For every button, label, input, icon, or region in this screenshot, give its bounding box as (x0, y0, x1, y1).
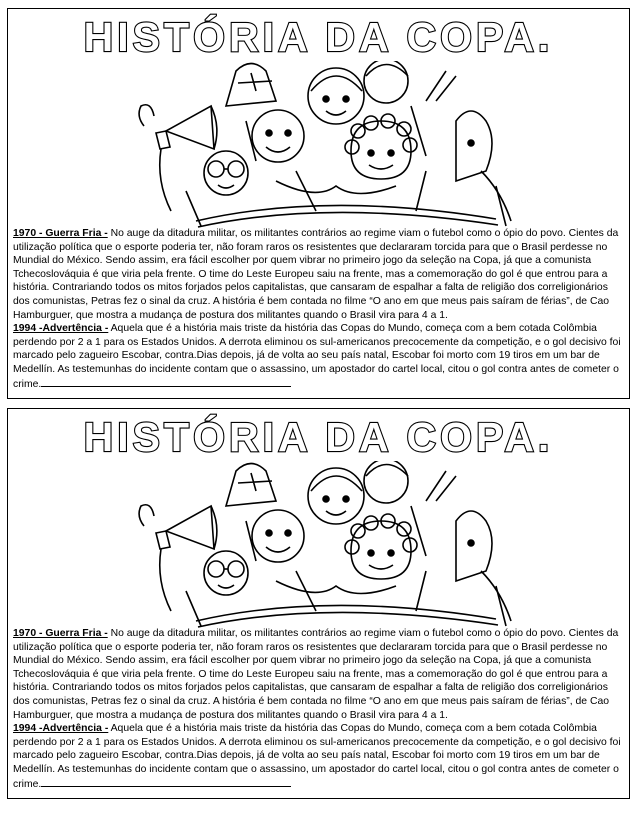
paragraph-1994-header: 1994 -Advertência - (13, 323, 109, 335)
story-text (13, 227, 624, 391)
paragraph-1970-header: 1970 - Guerra Fria - (13, 228, 108, 239)
paragraph-1970 (13, 627, 624, 722)
paragraph-1970-header: 1970 - Guerra Fria - (13, 628, 108, 639)
paragraph-1994-header: 1994 -Advertência - (13, 723, 109, 735)
paragraph-1970-body: No auge da ditadura militar, os militantes contrários ao regime viam o futebol como o ópio do povo. Cientes da utilização política que o esporte poderia ter, não foram raros os resistentes que declararam torcida para que o Brasil perdesse no Mundial do México. Sendo assim, era fácil escolher por quem vibrar no primeiro jogo da seleção na Copa, já que a comunista Tchecoslováquia é que viria pela frente. O time do Leste Europeu saiu na frente, mas a comemoração do gol é que entrou para a história. Contrariando todos os mitos forjados pelos capitalistas, que cansaram de espalhar a falta de religião dos correligionários dos comunistas, Petras fez o sinal da cruz. A história é bem contada no filme “O ano em que meus pais saíram de férias”, de Cao Hamburguer, que mostra a mudança de postura dos militantes quando o Brasil vira para 4 a 1. (13, 228, 619, 321)
trailing-rule (41, 377, 291, 387)
fans-cheering-illustration (126, 461, 526, 629)
page-title: HISTÓRIA DA COPA. (83, 14, 554, 60)
worksheet-panel-bottom (7, 408, 630, 799)
worksheet-panel-top (7, 8, 630, 399)
paragraph-1970 (13, 227, 624, 322)
fans-cheering-illustration (126, 61, 526, 229)
paragraph-1994-body: Aquela que é a história mais triste da história das Copas do Mundo, começa com a bem cotada Colômbia perdendo por 2 a 1 para os Estados Unidos. A derrota eliminou os sul-americanos precocemente da competição, e o gol decisivo foi marcado pelo zagueiro Escobar, contra.Dias depois, já de volta ao seu país natal, Escobar foi morto com 19 tiros em um bar de Medellín. As testemunhas do incidente contam que o assassino, um apostador do cartel local, citou o gol contra antes de cometer o crime. (13, 323, 621, 390)
paragraph-1970-body: No auge da ditadura militar, os militantes contrários ao regime viam o futebol como o ópio do povo. Cientes da utilização política que o esporte poderia ter, não foram raros os resistentes que declararam torcida para que o Brasil perdesse no Mundial do México. Sendo assim, era fácil escolher por quem vibrar no primeiro jogo da seleção na Copa, já que a comunista Tchecoslováquia é que viria pela frente. O time do Leste Europeu saiu na frente, mas a comemoração do gol é que entrou para a história. Contrariando todos os mitos forjados pelos capitalistas, que cansaram de espalhar a falta de religião dos correligionários dos comunistas, Petras fez o sinal da cruz. A história é bem contada no filme “O ano em que meus pais saíram de férias”, de Cao Hamburguer, que mostra a mudança de postura dos militantes quando o Brasil vira para 4 a 1. (13, 628, 619, 721)
page-title: HISTÓRIA DA COPA. (83, 414, 554, 460)
paragraph-1994 (13, 722, 624, 791)
paragraph-1994 (13, 322, 624, 391)
paragraph-1994-body: Aquela que é a história mais triste da história das Copas do Mundo, começa com a bem cotada Colômbia perdendo por 2 a 1 para os Estados Unidos. A derrota eliminou os sul-americanos precocemente da competição, e o gol decisivo foi marcado pelo zagueiro Escobar, contra.Dias depois, já de volta ao seu país natal, Escobar foi morto com 19 tiros em um bar de Medellín. As testemunhas do incidente contam que o assassino, um apostador do cartel local, citou o gol contra antes de cometer o crime. (13, 723, 621, 790)
story-text (13, 627, 624, 791)
trailing-rule (41, 777, 291, 787)
